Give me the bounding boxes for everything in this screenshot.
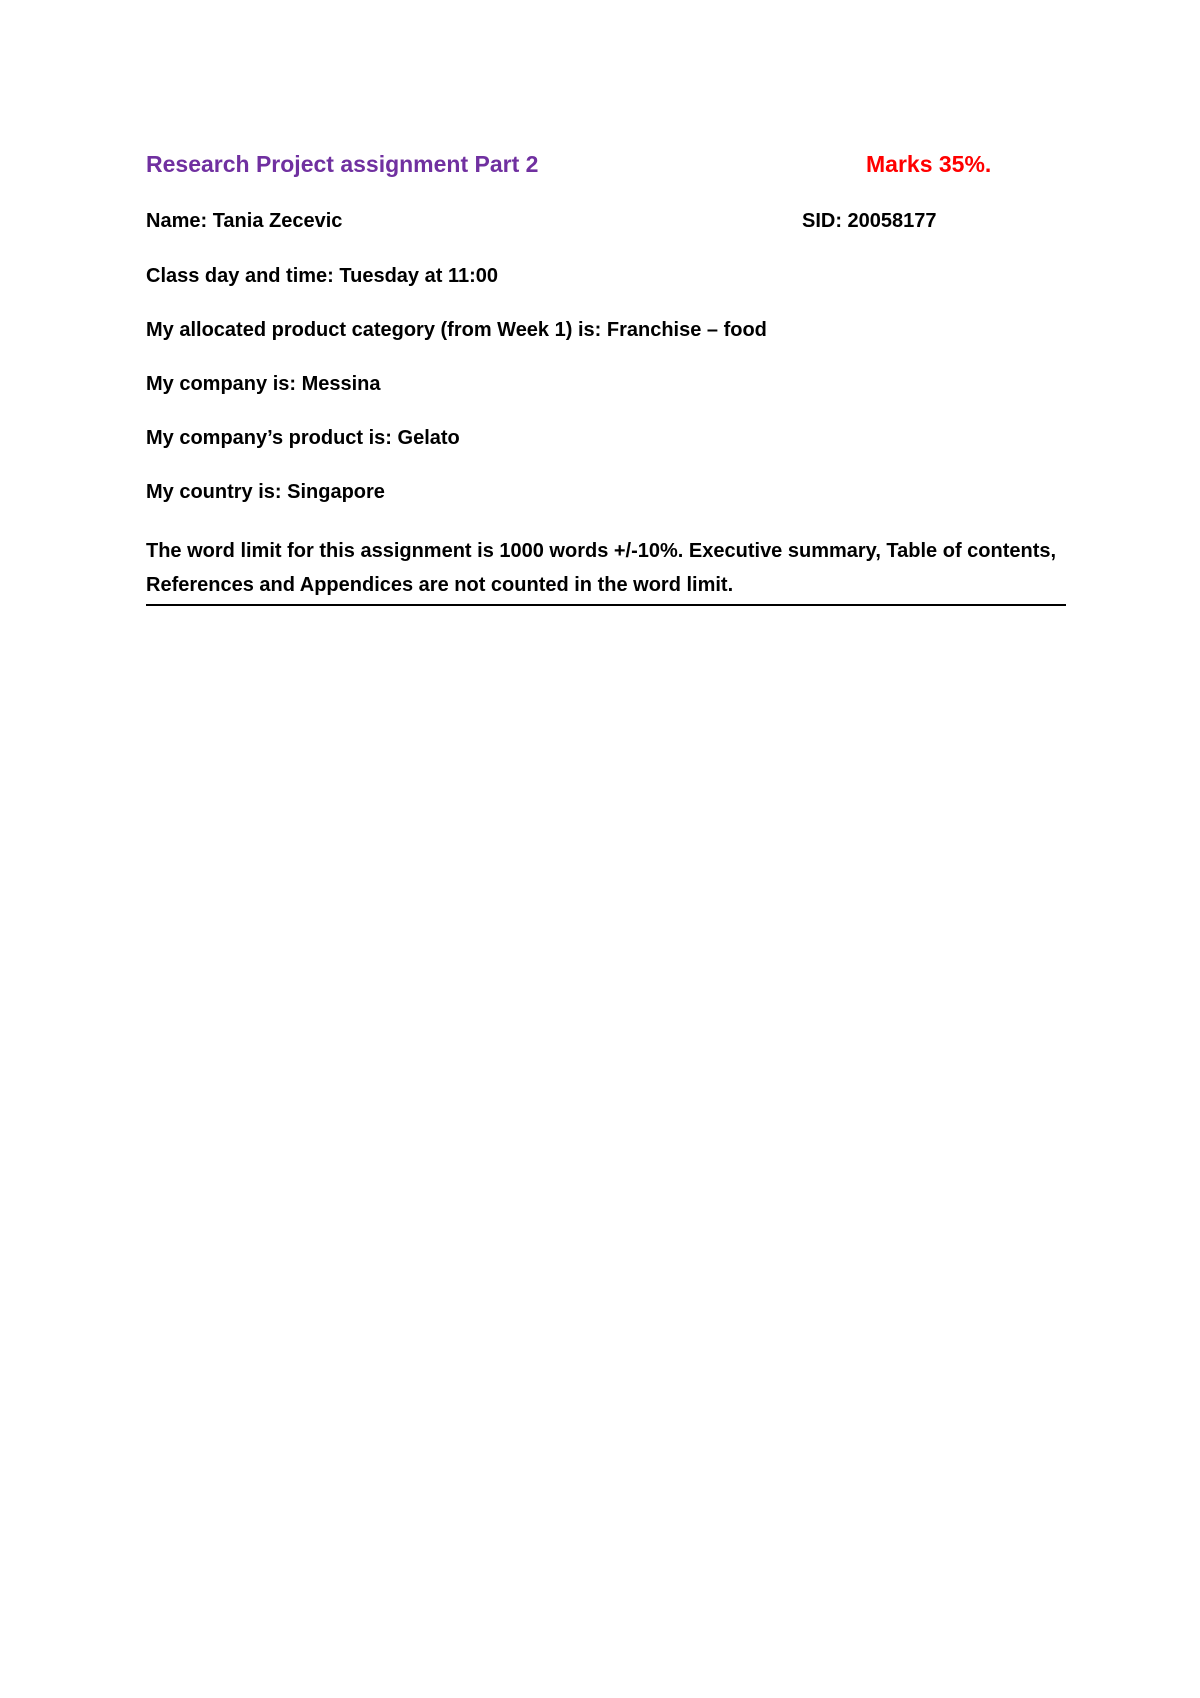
product-category: My allocated product category (from Week 1) is: Franchise – food (146, 319, 767, 341)
marks-label: Marks 35%. (866, 151, 992, 177)
document-title: Research Project assignment Part 2 (146, 151, 539, 177)
student-id: SID: 20058177 (802, 210, 937, 232)
student-name: Name: Tania Zecevic (146, 210, 343, 232)
word-limit-note: The word limit for this assignment is 1000 words +/-10%. Executive summary, Table of contents, References and Appendices are not counted in the word limit. (146, 534, 1066, 606)
company-product: My company’s product is: Gelato (146, 427, 460, 449)
company-name: My company is: Messina (146, 373, 381, 395)
country-name: My country is: Singapore (146, 481, 385, 503)
class-day-time: Class day and time: Tuesday at 11:00 (146, 265, 499, 287)
